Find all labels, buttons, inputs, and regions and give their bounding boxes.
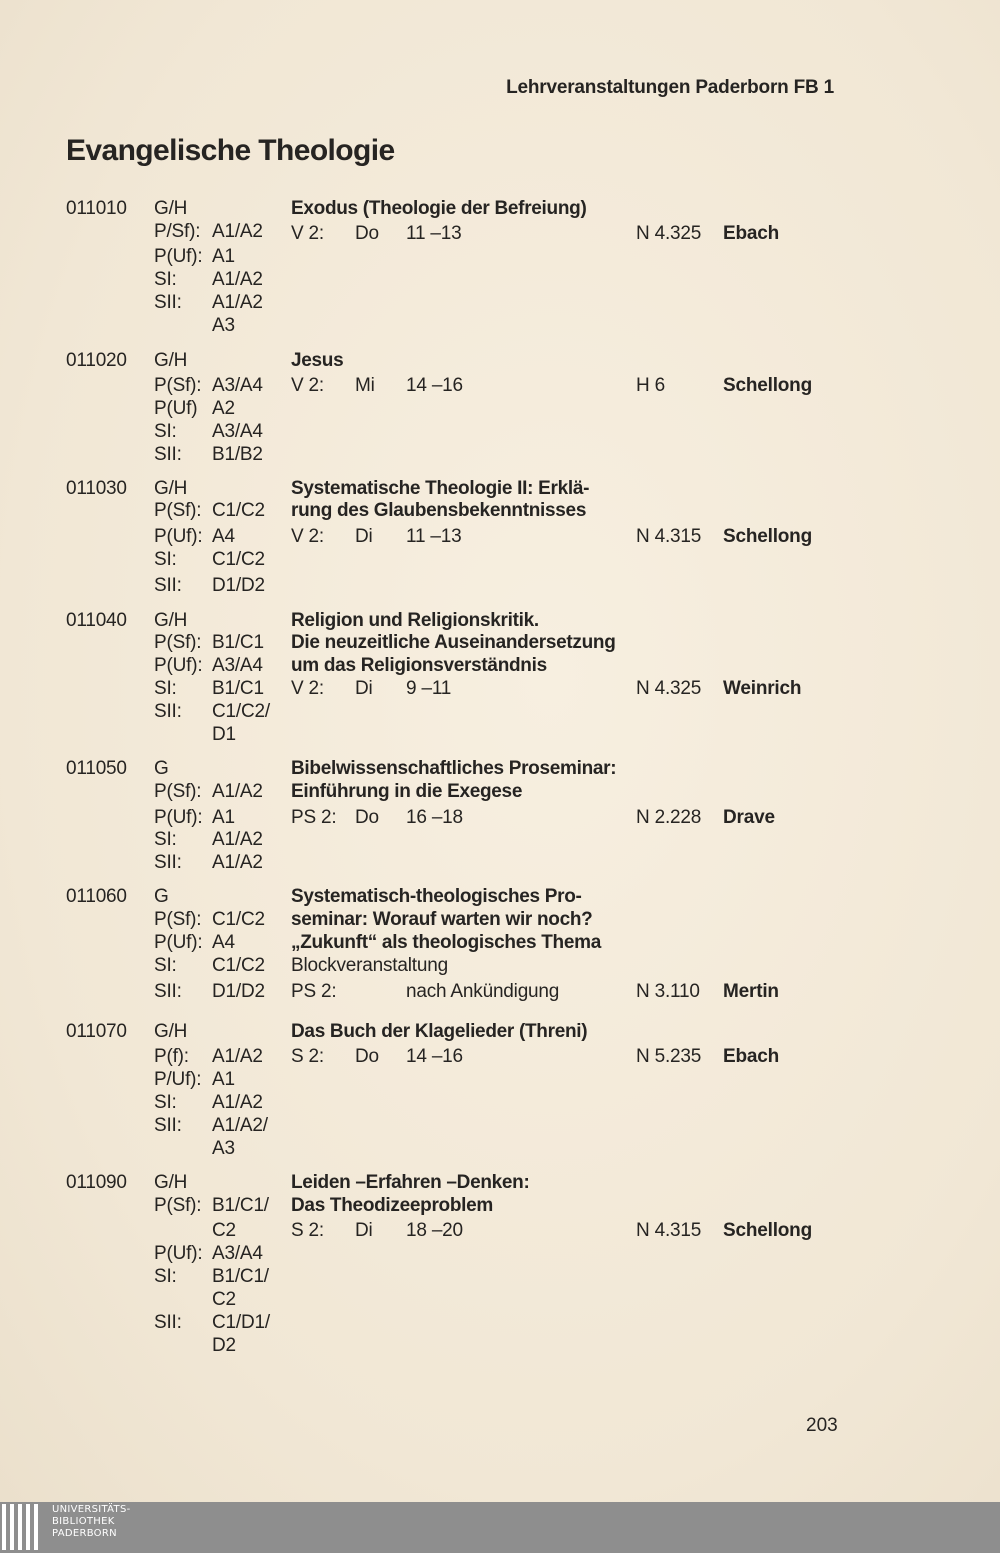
course-title-line: „Zukunft“ als theologisches Thema (291, 932, 601, 953)
course-type: PS 2: (291, 981, 337, 1002)
exam-requirement-label: SI: (154, 1266, 177, 1287)
exam-requirement-label: SII: (154, 1115, 182, 1136)
exam-requirement-code: C1/C2 (212, 549, 265, 570)
course-lecturer: Weinrich (723, 678, 802, 699)
exam-requirement-label: P(Sf): (154, 909, 202, 930)
course-lecturer: Drave (723, 807, 775, 828)
exam-requirement-label: P(Sf): (154, 500, 202, 521)
exam-requirement-code: C1/C2 (212, 909, 265, 930)
exam-requirement-label: SI: (154, 955, 177, 976)
exam-requirement-label: P/Sf): (154, 221, 201, 242)
exam-requirement-code: A1/A2/ (212, 1115, 268, 1136)
course-lecturer: Schellong (723, 526, 812, 547)
course-room: N 3.110 (636, 981, 700, 1002)
exam-requirement-label: P(Uf): (154, 932, 203, 953)
course-title-line: Jesus (291, 350, 344, 371)
course-day: Do (355, 807, 379, 828)
logo-bar (34, 1504, 38, 1550)
course-type: S 2: (291, 1220, 324, 1241)
exam-requirement-code: A1 (212, 807, 235, 828)
exam-requirement-label: SI: (154, 421, 177, 442)
page-number: 203 (806, 1415, 838, 1436)
exam-requirement-code: B1/C1 (212, 678, 264, 699)
exam-requirement-code: C2 (212, 1289, 236, 1310)
exam-requirement-code: C1/C2 (212, 955, 265, 976)
exam-requirement-label: SI: (154, 1092, 177, 1113)
course-type: V 2: (291, 678, 324, 699)
exam-requirement-code: A1/A2 (212, 1092, 263, 1113)
exam-requirement-code: C1/C2/ (212, 701, 270, 722)
course-time: 9 –11 (406, 678, 452, 699)
exam-requirement-label: P/Uf): (154, 1069, 202, 1090)
exam-requirement-label: P(Uf): (154, 1243, 203, 1264)
running-header: Lehrveranstaltungen Paderborn FB 1 (506, 77, 834, 98)
course-room: N 5.235 (636, 1046, 702, 1067)
course-lecturer: Schellong (723, 375, 812, 396)
exam-requirement-label: SII: (154, 292, 182, 313)
course-title-line: seminar: Worauf warten wir noch? (291, 909, 593, 930)
exam-requirement-label: P(Sf): (154, 1195, 202, 1216)
page-title: Evangelische Theologie (66, 134, 395, 167)
course-time: 14 –16 (406, 1046, 463, 1067)
exam-requirement-label: SII: (154, 701, 182, 722)
exam-requirement-code: D1/D2 (212, 981, 265, 1002)
exam-requirement-code: A2 (212, 398, 235, 419)
exam-requirement-label: P(Sf): (154, 375, 202, 396)
exam-requirement-code: B1/C1 (212, 632, 264, 653)
exam-requirement-code: A4 (212, 526, 235, 547)
course-time: 11 –13 (406, 223, 462, 244)
course-day: Do (355, 223, 379, 244)
exam-requirement-label: SII: (154, 852, 182, 873)
library-logo-line: PADERBORN (52, 1528, 117, 1539)
exam-requirement-code: B1/C1/ (212, 1266, 269, 1287)
course-room: N 4.315 (636, 1220, 702, 1241)
course-title-line: Einführung in die Exegese (291, 781, 523, 802)
course-title-line: Systematische Theologie II: Erklä- (291, 478, 590, 499)
exam-requirement-label: P(Uf): (154, 526, 203, 547)
exam-requirement-code: D1 (212, 724, 236, 745)
course-lecturer: Schellong (723, 1220, 812, 1241)
exam-requirement-label: P(Uf): (154, 655, 203, 676)
exam-requirement-code: A3/A4 (212, 655, 263, 676)
logo-bar (2, 1504, 6, 1550)
course-lecturer: Mertin (723, 981, 779, 1002)
exam-requirement-label: SI: (154, 549, 177, 570)
course-title-line: Exodus (Theologie der Befreiung) (291, 198, 587, 219)
course-room: N 4.315 (636, 526, 702, 547)
library-logo-line: BIBLIOTHEK (52, 1516, 115, 1527)
course-day: Do (355, 1046, 379, 1067)
exam-requirement-code: B1/C1/ (212, 1195, 269, 1216)
exam-requirement-label: SI: (154, 829, 177, 850)
exam-requirement-label: P(f): (154, 1046, 189, 1067)
course-number: 011040 (66, 610, 127, 631)
course-type: V 2: (291, 223, 324, 244)
exam-requirement-code: B1/B2 (212, 444, 263, 465)
course-level: G/H (154, 350, 188, 371)
exam-requirement-code: A1/A2 (212, 292, 263, 313)
logo-bar (18, 1504, 22, 1550)
course-note: Blockveranstaltung (291, 955, 448, 976)
exam-requirement-code: A1/A2 (212, 852, 263, 873)
course-level: G (154, 758, 169, 779)
exam-requirement-code: A1/A2 (212, 1046, 263, 1067)
course-title-line: Systematisch-theologisches Pro- (291, 886, 582, 907)
course-title-line: Religion und Religionskritik. (291, 610, 539, 631)
exam-requirement-label: SII: (154, 1312, 182, 1333)
course-day: Di (355, 1220, 373, 1241)
course-number: 011030 (66, 478, 127, 499)
exam-requirement-label: SII: (154, 575, 182, 596)
exam-requirement-code: C1/D1/ (212, 1312, 270, 1333)
course-room: N 4.325 (636, 223, 702, 244)
exam-requirement-label: SI: (154, 678, 177, 699)
course-title-line: Die neuzeitliche Auseinandersetzung (291, 632, 616, 653)
course-title-line: Bibelwissenschaftliches Proseminar: (291, 758, 617, 779)
course-level: G/H (154, 1172, 188, 1193)
exam-requirement-label: P(Sf): (154, 781, 202, 802)
exam-requirement-code: A3/A4 (212, 1243, 263, 1264)
course-level: G/H (154, 198, 188, 219)
library-logo-icon (2, 1504, 46, 1550)
exam-requirement-label: P(Uf): (154, 807, 203, 828)
course-time: 18 –20 (406, 1220, 463, 1241)
course-time: 11 –13 (406, 526, 462, 547)
exam-requirement-code: C1/C2 (212, 500, 265, 521)
course-title-line: rung des Glaubensbekenntnisses (291, 500, 587, 521)
course-number: 011070 (66, 1021, 127, 1042)
course-lecturer: Ebach (723, 223, 780, 244)
logo-bar (10, 1504, 14, 1550)
course-number: 011020 (66, 350, 127, 371)
exam-requirement-code: A3/A4 (212, 375, 263, 396)
exam-requirement-label: P(Uf) (154, 398, 198, 419)
logo-bar (26, 1504, 30, 1550)
exam-requirement-code: A1 (212, 246, 235, 267)
course-number: 011010 (66, 198, 127, 219)
course-room: H 6 (636, 375, 665, 396)
course-level: G/H (154, 1021, 188, 1042)
exam-requirement-label: SI: (154, 269, 177, 290)
exam-requirement-code: A1/A2 (212, 221, 263, 242)
course-room: N 2.228 (636, 807, 702, 828)
exam-requirement-label: SII: (154, 444, 182, 465)
course-day: Di (355, 678, 373, 699)
library-logo-line: UNIVERSITÄTS- (52, 1504, 131, 1515)
course-title-line: um das Religionsverständnis (291, 655, 547, 676)
exam-requirement-code: C2 (212, 1220, 236, 1241)
course-number: 011050 (66, 758, 127, 779)
course-title-line: Leiden –Erfahren –Denken: (291, 1172, 530, 1193)
exam-requirement-code: A1 (212, 1069, 235, 1090)
exam-requirement-code: D1/D2 (212, 575, 265, 596)
course-lecturer: Ebach (723, 1046, 780, 1067)
course-type: V 2: (291, 526, 324, 547)
exam-requirement-label: P(Uf): (154, 246, 203, 267)
course-type: V 2: (291, 375, 324, 396)
course-type: S 2: (291, 1046, 324, 1067)
exam-requirement-label: SII: (154, 981, 182, 1002)
course-level: G/H (154, 610, 188, 631)
library-logo-text (52, 1504, 131, 1540)
course-time: nach Ankündigung (406, 981, 560, 1002)
course-number: 011060 (66, 886, 127, 907)
course-time: 16 –18 (406, 807, 463, 828)
course-title-line: Das Buch der Klagelieder (Threni) (291, 1021, 588, 1042)
exam-requirement-code: A3 (212, 1138, 235, 1159)
course-day: Mi (355, 375, 375, 396)
course-level: G/H (154, 478, 188, 499)
exam-requirement-code: A3/A4 (212, 421, 263, 442)
course-title-line: Das Theodizeeproblem (291, 1195, 493, 1216)
exam-requirement-code: A4 (212, 932, 235, 953)
exam-requirement-code: A1/A2 (212, 269, 263, 290)
course-number: 011090 (66, 1172, 127, 1193)
exam-requirement-code: A1/A2 (212, 781, 263, 802)
course-day: Di (355, 526, 373, 547)
course-room: N 4.325 (636, 678, 702, 699)
course-time: 14 –16 (406, 375, 463, 396)
exam-requirement-code: A1/A2 (212, 829, 263, 850)
exam-requirement-code: D2 (212, 1335, 236, 1356)
library-footer-bar (0, 1502, 1000, 1553)
exam-requirement-label: P(Sf): (154, 632, 202, 653)
exam-requirement-code: A3 (212, 315, 235, 336)
course-level: G (154, 886, 169, 907)
course-type: PS 2: (291, 807, 337, 828)
